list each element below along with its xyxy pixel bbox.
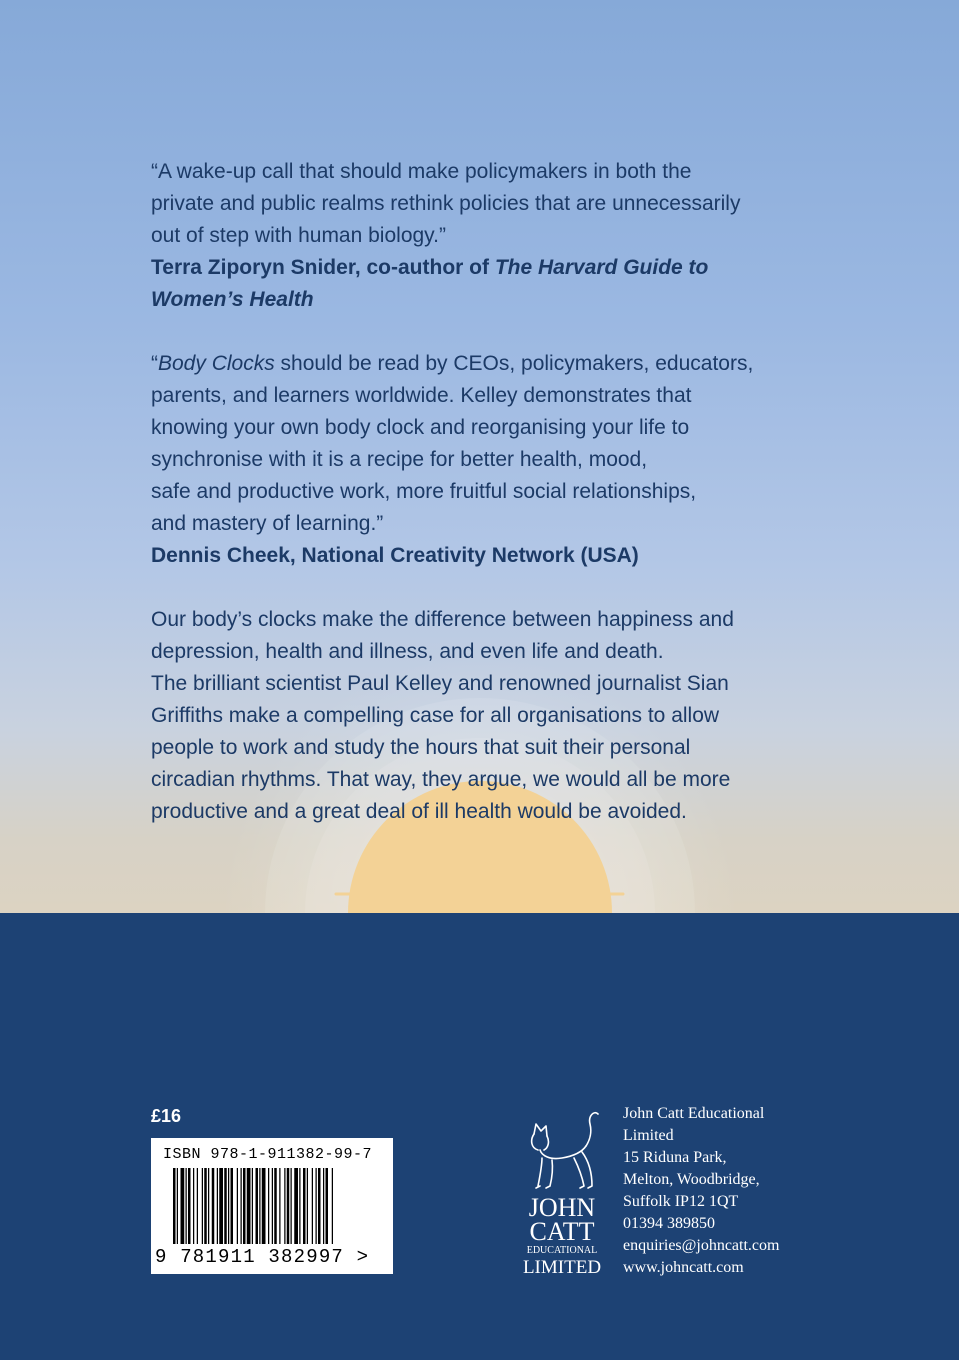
barcode-bar bbox=[316, 1168, 317, 1244]
barcode-bar bbox=[272, 1168, 273, 1244]
quote-1-line: private and public realms rethink policies that are unnecessarily bbox=[151, 192, 741, 215]
quote-2-line: safe and productive work, more fruitful social relationships, bbox=[151, 480, 697, 503]
blurb-line: Griffiths make a compelling case for all organisations to allow bbox=[151, 704, 720, 727]
barcode-bar bbox=[193, 1168, 194, 1244]
price: £16 bbox=[151, 1106, 182, 1126]
barcode-digits: 9 781911 382997 > bbox=[155, 1246, 370, 1268]
barcode-bar bbox=[181, 1168, 185, 1244]
barcode-bar bbox=[268, 1168, 269, 1244]
cat-icon bbox=[532, 1113, 598, 1188]
blurb-line: depression, health and illness, and even life and death. bbox=[151, 640, 664, 663]
blurb-line: productive and a great deal of ill health would be avoided. bbox=[151, 800, 687, 823]
blurb-line: The brilliant scientist Paul Kelley and renowned journalist Sian bbox=[151, 672, 729, 695]
barcode-bar bbox=[299, 1168, 300, 1244]
publisher-address bbox=[623, 1103, 823, 1279]
barcode-bar bbox=[262, 1168, 266, 1244]
barcode-bar bbox=[243, 1168, 246, 1244]
barcode-bar bbox=[219, 1168, 223, 1244]
barcode-bar bbox=[217, 1168, 218, 1244]
barcode-bar bbox=[247, 1168, 251, 1244]
publisher-logo bbox=[512, 1100, 612, 1280]
barcode-bar bbox=[197, 1168, 198, 1244]
barcode-bar bbox=[291, 1168, 292, 1244]
quote-1-line: “A wake-up call that should make policymakers in both the bbox=[151, 160, 692, 183]
blurb-line: circadian rhythms. That way, they argue, we would all be more bbox=[151, 768, 731, 791]
barcode-bar bbox=[224, 1168, 227, 1244]
barcode-bar bbox=[332, 1168, 333, 1244]
barcode-bar bbox=[287, 1168, 290, 1244]
barcode-bar bbox=[177, 1168, 178, 1244]
barcode-bar bbox=[303, 1168, 306, 1244]
barcode-bar bbox=[307, 1168, 308, 1244]
barcode-bar bbox=[323, 1168, 324, 1244]
barcode-bar bbox=[231, 1168, 234, 1244]
logo-line-2: CATT bbox=[529, 1217, 595, 1246]
publisher-line: John Catt Educational bbox=[623, 1105, 765, 1122]
quotes-block bbox=[151, 156, 851, 828]
blurb-line: people to work and study the hours that suit their personal bbox=[151, 736, 691, 759]
barcode-bar bbox=[252, 1168, 253, 1244]
quote-1-attribution: Terra Ziporyn Snider, co-author of The Harvard Guide to bbox=[151, 256, 709, 279]
barcode-bar bbox=[274, 1168, 277, 1244]
publisher-email[interactable]: enquiries@johncatt.com bbox=[623, 1237, 780, 1254]
barcode-bar bbox=[279, 1168, 280, 1244]
logo-line-4: LIMITED bbox=[522, 1257, 602, 1278]
barcode-bar bbox=[326, 1168, 329, 1244]
barcode-bar bbox=[256, 1168, 259, 1244]
publisher-line: Limited bbox=[623, 1127, 674, 1144]
barcode-bar bbox=[212, 1168, 215, 1244]
blurb-line: Our body’s clocks make the difference between happiness and bbox=[151, 608, 734, 631]
quote-2-line: parents, and learners worldwide. Kelley demonstrates that bbox=[151, 384, 692, 407]
publisher-line: 15 Riduna Park, bbox=[623, 1149, 727, 1166]
quote-2-line: “Body Clocks should be read by CEOs, policymakers, educators, bbox=[151, 352, 754, 375]
publisher-line: Melton, Woodbridge, bbox=[623, 1171, 760, 1188]
barcode-bar bbox=[202, 1168, 203, 1244]
quote-2-attribution: Dennis Cheek, National Creativity Network (USA) bbox=[151, 544, 639, 567]
barcode-bar bbox=[259, 1168, 260, 1244]
barcode-bar bbox=[208, 1168, 209, 1244]
barcode-bar bbox=[228, 1168, 229, 1244]
quote-2-line: and mastery of learning.” bbox=[151, 512, 384, 535]
quote-2-line: synchronise with it is a recipe for better health, mood, bbox=[151, 448, 648, 471]
barcode-bar bbox=[173, 1168, 176, 1244]
isbn-barcode bbox=[151, 1138, 393, 1274]
barcode-bar bbox=[284, 1168, 285, 1244]
barcode-bar bbox=[241, 1168, 242, 1244]
barcode-bar bbox=[237, 1168, 238, 1244]
quote-1-line: out of step with human biology.” bbox=[151, 224, 446, 247]
publisher-line: Suffolk IP12 1QT bbox=[623, 1193, 739, 1210]
publisher-website[interactable]: www.johncatt.com bbox=[623, 1259, 744, 1276]
barcode-bar bbox=[318, 1168, 321, 1244]
publisher-phone: 01394 389850 bbox=[623, 1215, 715, 1232]
barcode-bar bbox=[204, 1168, 207, 1244]
isbn-label: ISBN 978-1-911382-99-7 bbox=[163, 1146, 373, 1163]
logo-line-3: EDUCATIONAL bbox=[526, 1245, 598, 1256]
barcode-bar bbox=[188, 1168, 191, 1244]
barcode-bar bbox=[294, 1168, 298, 1244]
logo-line-1: JOHN bbox=[528, 1193, 596, 1222]
barcode-bar bbox=[312, 1168, 313, 1244]
quote-2-line: knowing your own body clock and reorganising your life to bbox=[151, 416, 690, 439]
barcode-bar bbox=[186, 1168, 187, 1244]
quote-1-attribution-cont: Women’s Health bbox=[151, 288, 314, 311]
